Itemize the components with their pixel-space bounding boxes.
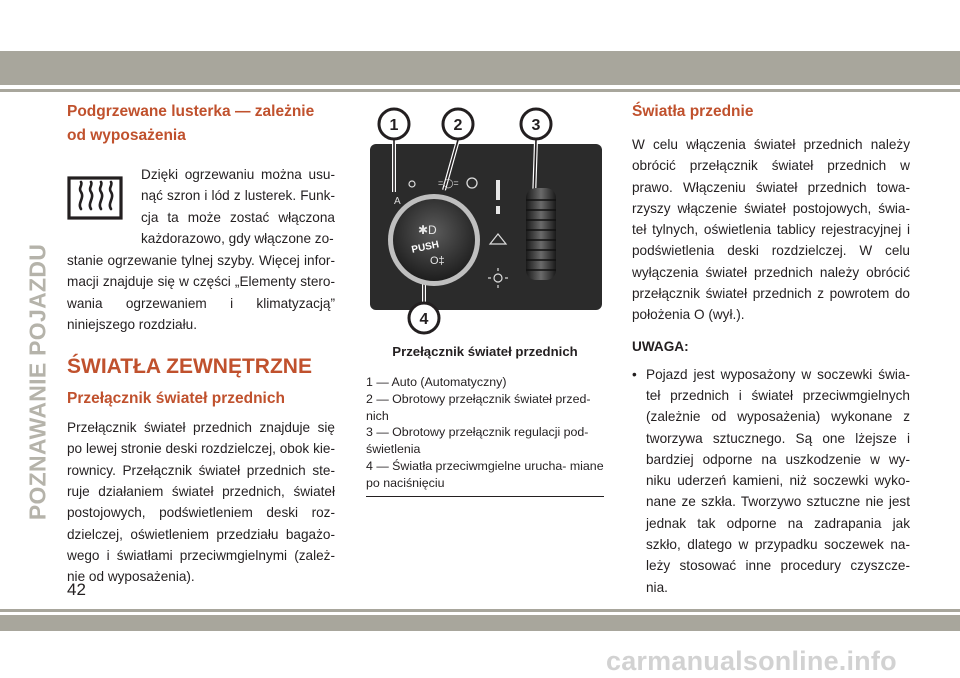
watermark: carmanualsonline.info [606,646,897,676]
svg-text:4: 4 [419,311,429,328]
left-column [67,100,335,588]
dimmer-thumbwheel [526,188,556,280]
push-label: PUSH [410,239,441,256]
callout-1 [379,109,409,139]
top-decorative-band [0,51,960,85]
rear-fog-icon: O‡ [430,255,445,267]
bottom-decorative-band [0,615,960,631]
caption-item: 3 — Obrotowy przełącznik regulacji pod- świetlenia [366,425,589,457]
heading-heated-mirrors: Podgrzewane lusterka — zależnie od wyposażenia [67,103,315,144]
note-bullet-item [632,364,910,598]
side-section-label-text: POZNAWANIE POJAZDU [24,243,51,521]
caption-item: 4 — Światła przeciwmgielne urucha- miane po naciśnięciu [366,458,604,490]
headlight-switch-illustration [366,100,604,336]
caption-item: 2 — Obrotowy przełącznik świateł przed- nich [366,391,591,423]
heading-headlights: Światła przednie [632,103,754,120]
headlights-paragraph: W celu włączenia świateł przednich należy obrócić przełącznik świateł przednich w prawo. Włączeniu świateł przednich towa- rzyszy włączenie świateł postojowych, świa- teł tylnych, oświetlenia tablicy rejestracyjnej i podświetlenia deski rozdzielczej. W celu wyłączenia świateł przednich należy obrócić przełącznik świateł przednich z powrotem do położenia O (wył.). [632,137,910,323]
figure-column [366,100,604,497]
heading-headlight-switch: Przełącznik świateł przednich [67,390,285,408]
caption-divider [366,496,604,497]
note-text: Pojazd jest wyposażony w soczewki świa- teł przednich i świateł przeciwmgielnych (zależnie od wyposażenia) wykonane z tworzywa sztucznego. Są one lżejsze i bardziej odporne na uszkodzenie w wy- niku uderzeń kamieni, niż soczewki wyko- nane ze szkła. Tworzywo sztuczne nie jest jednak tak odporne na zadrapania jak szkło, dlatego w przypadku soczewek na- leży stosować inne procedury czyszcze- nia. [646,366,910,595]
caption-item: 1 — Auto (Automatyczny) [366,375,507,389]
callout-3 [521,109,551,139]
top-divider-line [0,89,960,92]
headlight-switch-figure [366,100,604,336]
mirrors-paragraph-b: stanie ogrzewanie tylnej szyby. Więcej infor- macji znajduje się w części „Elementy stero- wania ogrzewaniem i klimatyzacją” niniejszego rozdziału. [67,253,335,332]
right-column [632,100,910,598]
figure-caption-title: Przełącznik świateł przednich [392,344,578,359]
bullet-marker: • [632,366,637,382]
switch-paragraph: Przełącznik świateł przednich znajduje się po lewej stronie deski rozdzielczej, obok kie- rownicy. Przełącznik świateł przednich ste- ruje działaniem świateł przednich, świateł postojowych, podświetleniem deski roz- dzielczej, oświetleniem przedziału bagażo- wego i światłami przeciwmgielnymi (zależ- nie od wyposażenia). [67,420,335,585]
callout-2 [443,109,473,139]
bottom-divider-line [0,609,960,612]
side-section-label [24,243,51,521]
mirrors-paragraph-a: Dzięki ogrzewaniu można usu- nąć szron i lód z lusterek. Funk- cja ta może zostać włączona każdorazowo, gdy włączone zo- [141,167,335,246]
rear-defrost-icon [67,176,123,220]
callout-4 [409,303,439,333]
defrost-block [67,164,335,250]
heading-exterior-lights: ŚWIATŁA ZEWNĘTRZNE [67,355,312,379]
page-number: 42 [67,580,86,599]
front-fog-icon: ✱D [418,223,437,237]
svg-text:3: 3 [531,117,541,134]
parking-mark: =◯= [438,178,459,188]
svg-text:1: 1 [389,117,399,134]
exclamation-bar [496,180,500,200]
svg-text:2: 2 [453,117,463,134]
note-title: UWAGA: [632,338,689,354]
auto-letter: A [394,196,401,207]
figure-caption-list [366,374,604,492]
